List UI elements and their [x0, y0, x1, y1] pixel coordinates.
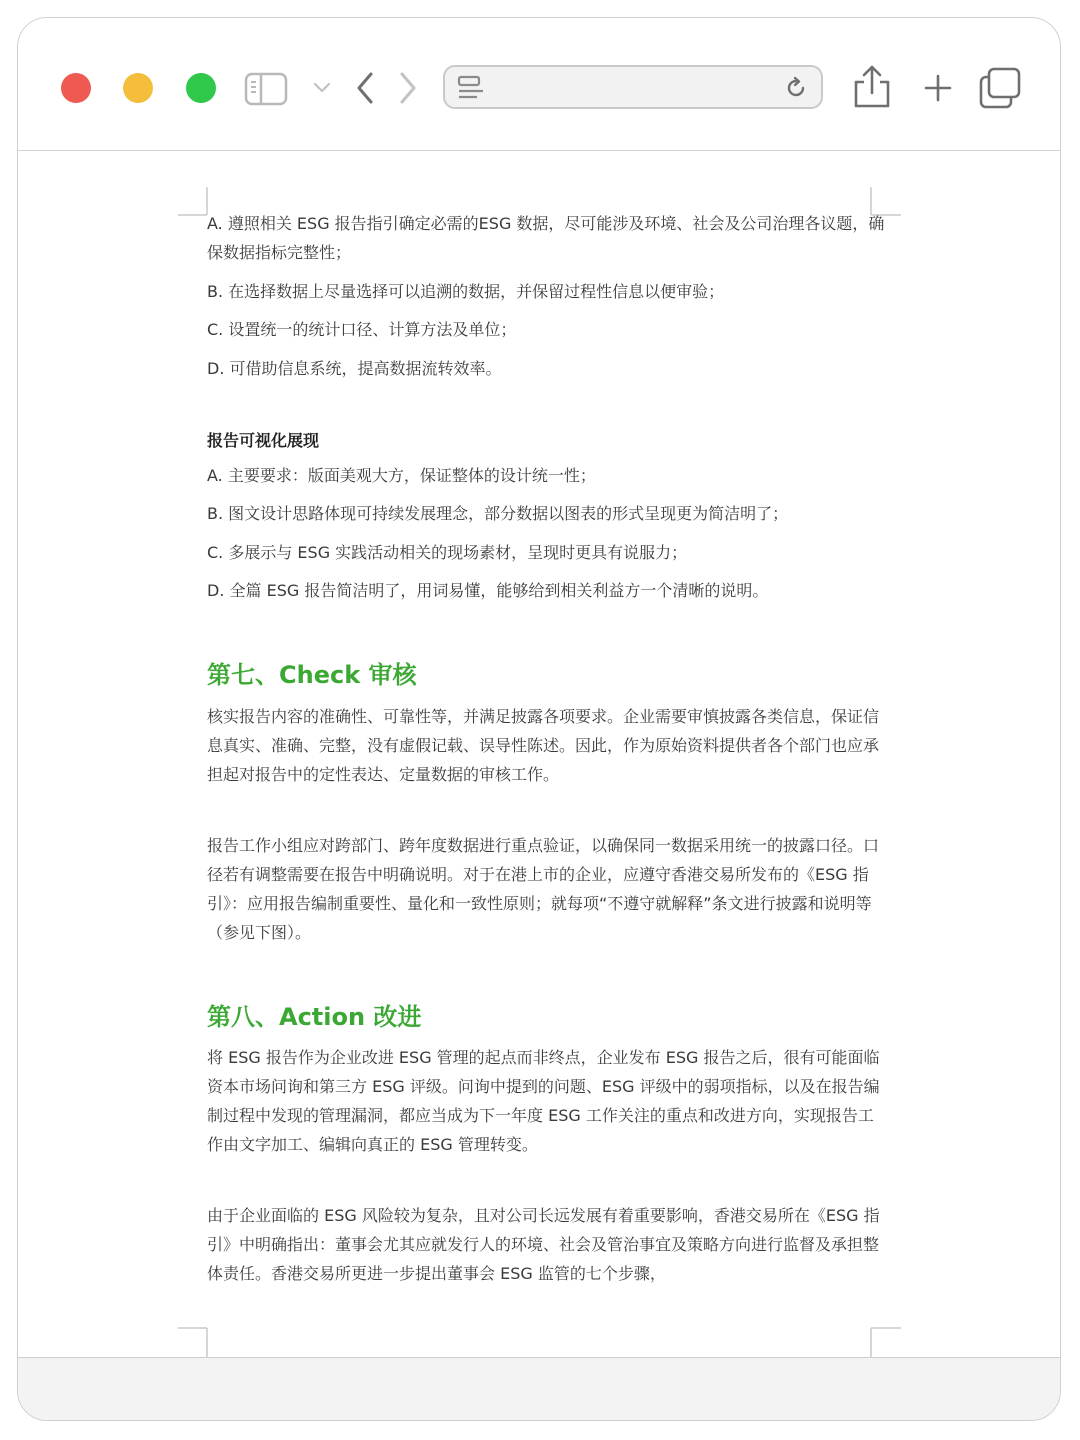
paragraph: 核实报告内容的准确性、可靠性等，并满足披露各项要求。企业需要审慎披露各类信息，保证信息真实、准确、完整，没有虚假记载、误导性陈述。因此，作为原始资料提供者各个部门也应承担起对报告中的定性表达、定量数据的审核工作。 — [207, 707, 880, 784]
list-item: B. 图文设计思路体现可持续发展理念，部分数据以图表的形式呈现更为简洁明了； — [207, 504, 789, 523]
share-icon[interactable] — [850, 64, 894, 110]
list-item: C. 多展示与 ESG 实践活动相关的现场素材，呈现时更具有说服力； — [207, 542, 688, 562]
heading-action: 第八、Action 改进 — [207, 1003, 422, 1031]
list-item: B. 在选择数据上尽量选择可以追溯的数据，并保留过程性信息以便审验； — [207, 281, 725, 301]
minimize-window-button[interactable] — [123, 73, 153, 103]
browser-toolbar — [18, 18, 1060, 151]
forward-icon[interactable] — [397, 70, 419, 106]
plus-icon[interactable] — [923, 73, 953, 103]
paragraph: 将 ESG 报告作为企业改进 ESG 管理的起点而非终点，企业发布 ESG 报告之后，很有可能面临资本市场问询和第三方 ESG 评级。问询中提到的问题、ESG 评级中的弱项指标，以及在报告编制过程中发现的管理漏洞，都应当成为下一年度 ESG 工作关注的重点和改进方向，实现报告工作由文字加工、编辑向真正的 ESG 管理转变。 — [207, 1048, 880, 1154]
heading-check: 第七、Check 审核 — [207, 661, 417, 689]
paragraph: 由于企业面临的 ESG 风险较为复杂，且对公司长远发展有着重要影响，香港交易所在《ESG 指引》中明确指出：董事会尤其应就发行人的环境、社会及管治事宜及策略方向进行监督及承担整体责任。香港交易所更进一步提出董事会 ESG 监管的七个步骤， — [207, 1206, 880, 1283]
browser-window — [17, 17, 1061, 1421]
site-settings-icon[interactable] — [457, 75, 487, 101]
paragraph: 报告工作小组应对跨部门、跨年度数据进行重点验证，以确保同一数据采用统一的披露口径。口径若有调整需要在报告中明确说明。对于在港上市的企业，应遵守香港交易所发布的《ESG 指引》：应用报告编制重要性、量化和一致性原则；就每项“不遵守就解释”条文进行披露和说明等（参见下图）。 — [207, 836, 880, 942]
list-item: D. 可借助信息系统，提高数据流转效率。 — [207, 358, 502, 378]
reload-icon[interactable] — [783, 75, 809, 101]
close-window-button[interactable] — [61, 73, 91, 103]
address-bar[interactable] — [443, 65, 823, 109]
list-item: A. 主要要求：版面美观大方，保证整体的设计统一性； — [207, 465, 596, 485]
browser-bottom-bar — [18, 1357, 1060, 1420]
zoom-window-button[interactable] — [186, 73, 216, 103]
chevron-down-icon[interactable] — [312, 81, 332, 95]
list-item: C. 设置统一的统计口径、计算方法及单位； — [207, 320, 517, 339]
list-item: D. 全篇 ESG 报告简洁明了，用词易懂，能够给到相关利益方一个清晰的说明。 — [207, 581, 769, 600]
page-content[interactable] — [18, 151, 1060, 1361]
list-item: A. 遵照相关 ESG 报告指引确定必需的ESG 数据，尽可能涉及环境、社会及公司治理各议题，确保数据指标完整性； — [207, 214, 885, 262]
back-icon[interactable] — [354, 70, 376, 106]
tabs-overview-icon[interactable] — [978, 67, 1022, 109]
sidebar-icon[interactable] — [244, 72, 288, 106]
crop-mark-bottom-left — [178, 1326, 212, 1360]
crop-mark-bottom-right — [869, 1326, 903, 1360]
section-title: 报告可视化展现 — [207, 430, 320, 450]
document-page — [207, 209, 887, 1288]
